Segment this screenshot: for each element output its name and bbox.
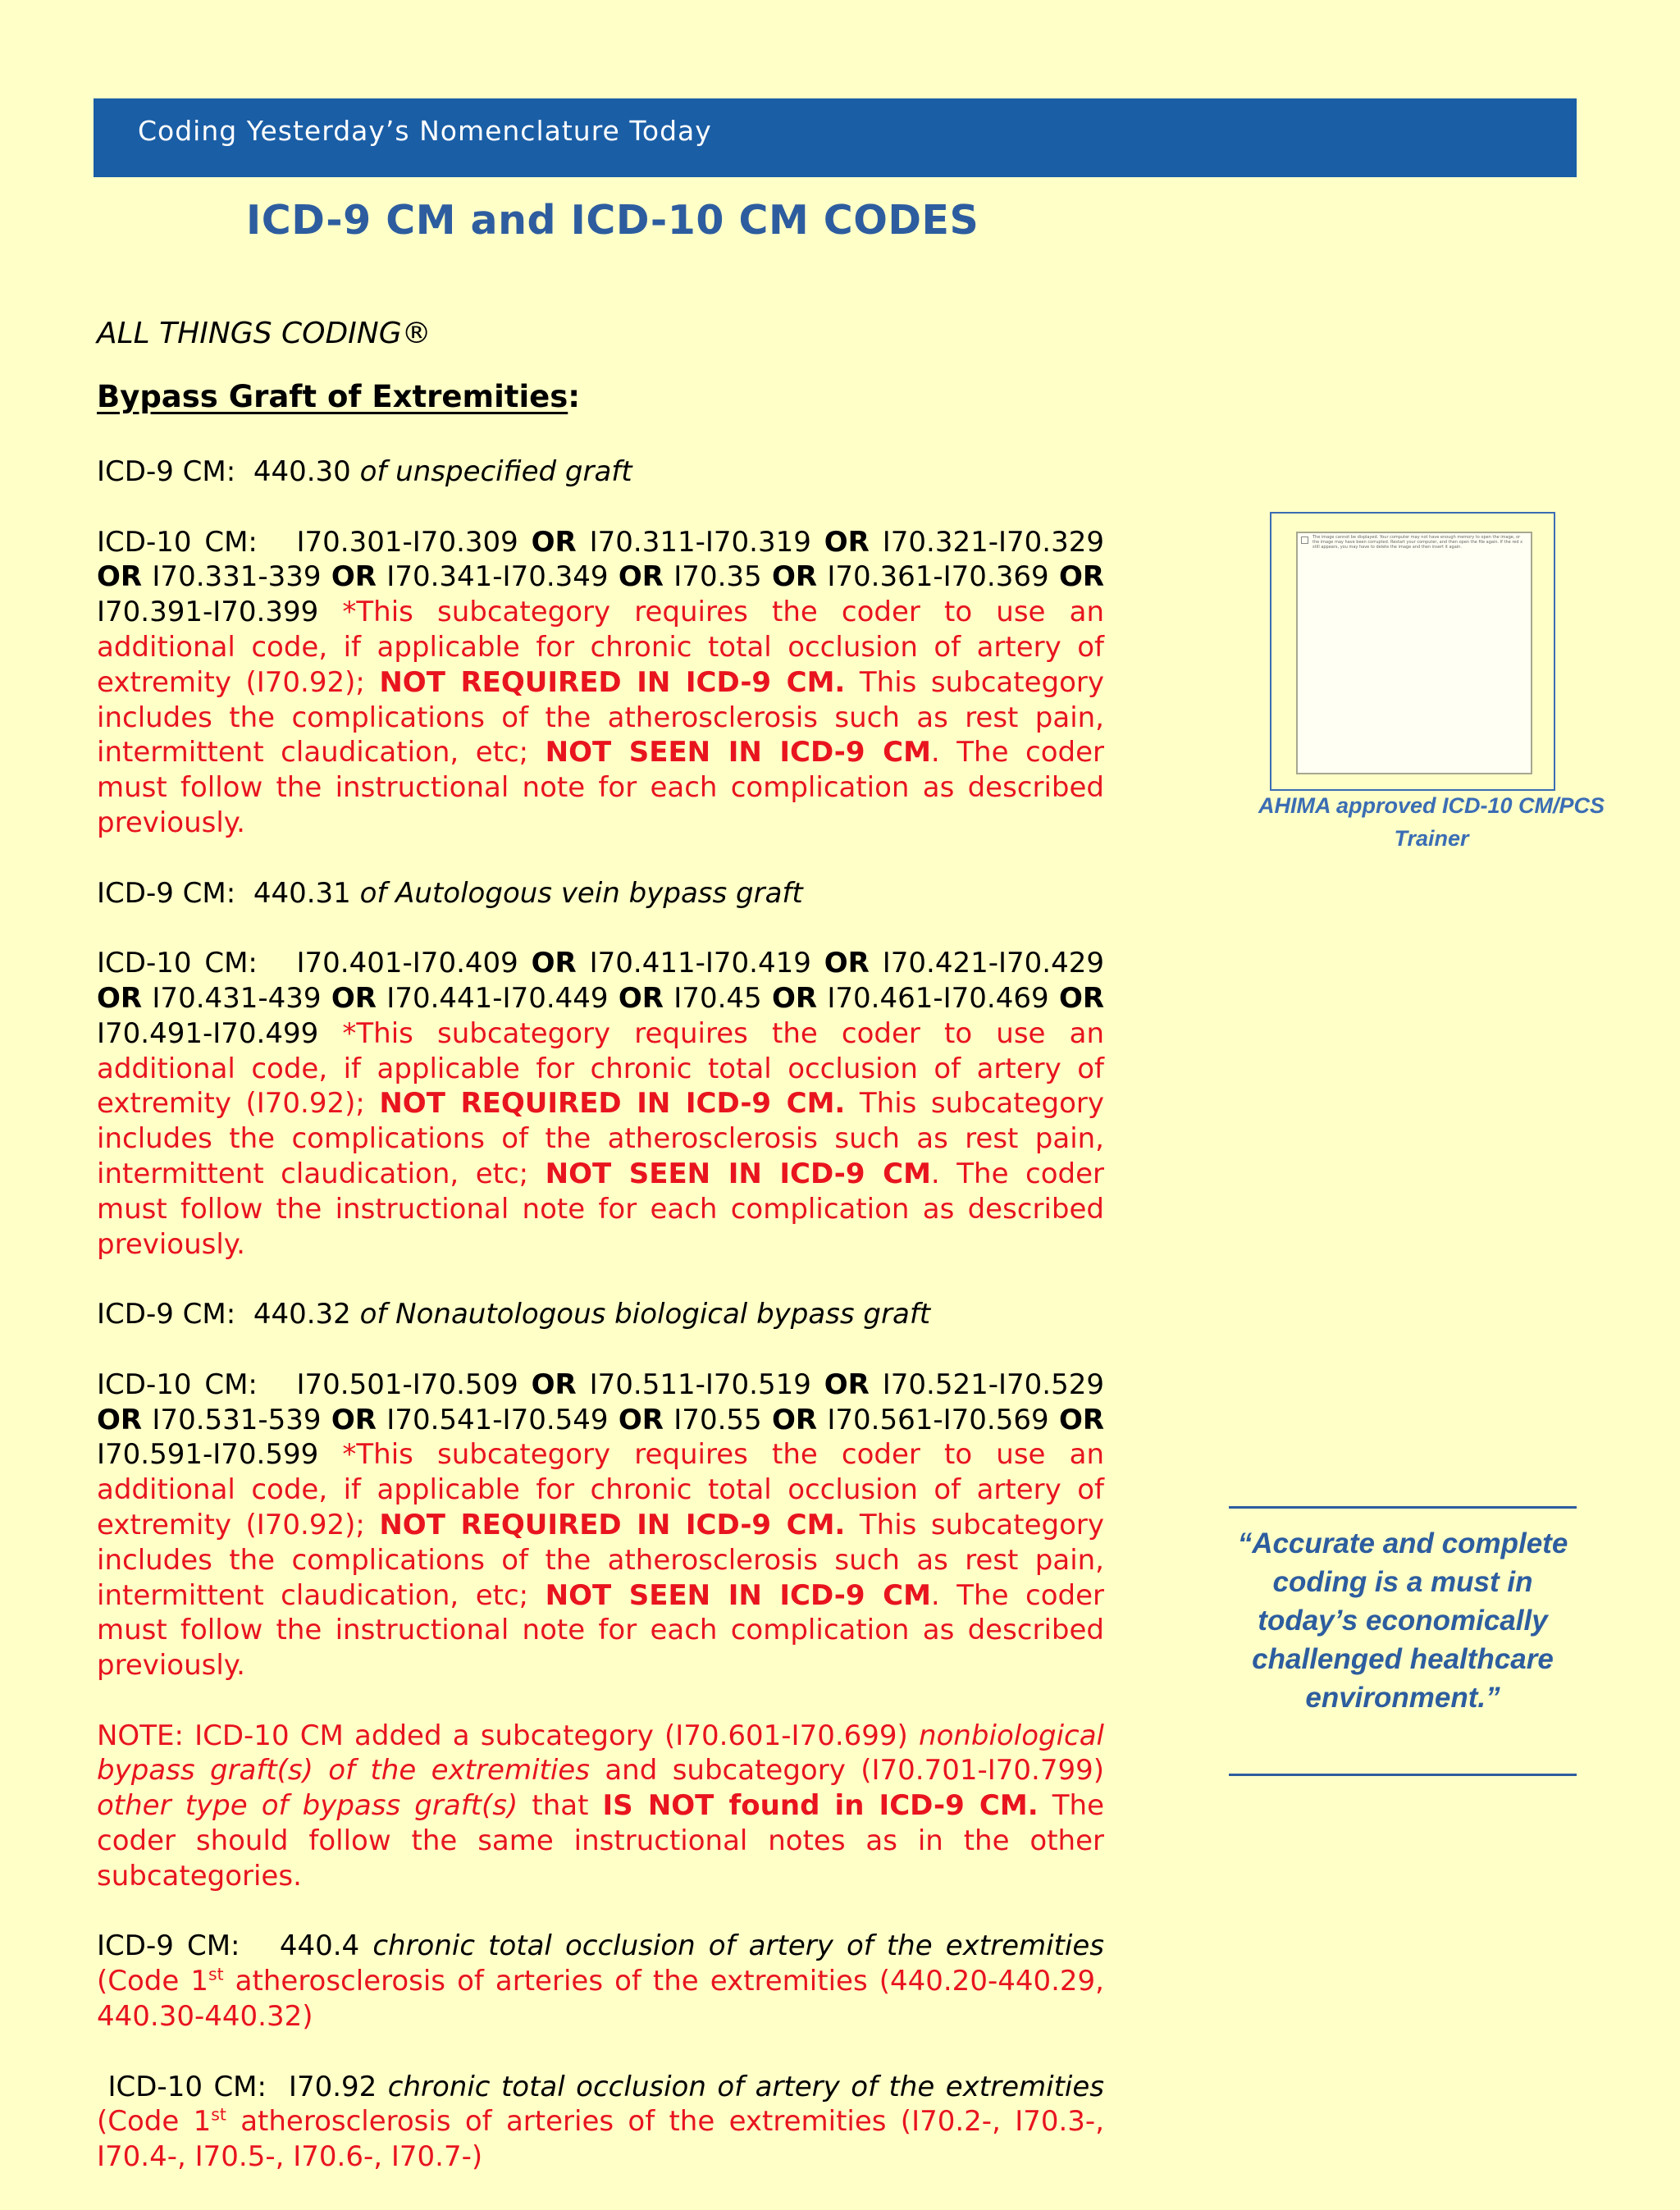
additional-code-note: *This subcategory requires the coder to use an additional code, if applicable for chronic total occlusion of artery of extremity (I70.92);	[97, 1016, 1104, 1121]
follow-note: . The coder must follow the instructional note for each complication as described previously.	[97, 1578, 1104, 1683]
occlusion-icd9-paragraph	[97, 1929, 1104, 2034]
icd10-code: I70.45	[673, 981, 762, 1015]
quote-top-rule	[1229, 1506, 1577, 1509]
code-first-detail: atherosclerosis of arteries of the extremities (440.20-440.29, 440.30-440.32)	[97, 1965, 1104, 2034]
or-label: OR	[824, 525, 870, 559]
icd10-code: I70.35	[673, 560, 762, 594]
icd9-label: ICD-9 CM:	[97, 1929, 240, 1963]
icd10-code: I70.311-I70.319	[589, 525, 811, 559]
icd9-description: of unspecified graft	[359, 455, 632, 488]
or-label: OR	[331, 560, 377, 594]
icd10-code: I70.55	[673, 1403, 762, 1436]
icd9-line	[97, 454, 1104, 490]
follow-note: . The coder must follow the instructional note for each complication as described previously.	[97, 1157, 1104, 1261]
not-required-note: NOT REQUIRED IN ICD-9 CM.	[379, 665, 846, 699]
note-prefix: NOTE: ICD-10 CM added a subcategory (I70.601-I70.699)	[97, 1719, 920, 1752]
icd10-paragraph	[97, 946, 1104, 1262]
icd9-line	[97, 1297, 1104, 1332]
icd10-code: I70.501-I70.509	[296, 1368, 518, 1401]
or-label: OR	[97, 1403, 143, 1436]
icd10-code: I70.391-I70.399	[97, 596, 319, 629]
note-that: that	[518, 1789, 603, 1823]
icd9-description: of Nonautologous biological bypass graft	[359, 1298, 931, 1331]
or-label: OR	[618, 1403, 664, 1436]
page-title: ICD-9 CM and ICD-10 CM CODES	[246, 197, 979, 244]
icd10-code: I70.511-I70.519	[589, 1368, 811, 1401]
occlusion-description: chronic total occlusion of artery of the extremities	[387, 2070, 1104, 2103]
not-required-note: NOT REQUIRED IN ICD-9 CM.	[379, 1087, 846, 1121]
ordinal-suffix: st	[211, 2105, 226, 2126]
icd10-label: ICD-10 CM:	[97, 1368, 258, 1401]
or-label: OR	[771, 981, 818, 1015]
note-italic-1: nonbiological bypass graft(s) of the extremities	[97, 1719, 1104, 1788]
or-label: OR	[97, 560, 143, 594]
broken-image-icon	[1301, 537, 1308, 544]
icd9-code: 440.31	[253, 876, 351, 910]
or-label: OR	[331, 1403, 377, 1436]
icd9-line	[97, 876, 1104, 911]
note-italic-2: other type of bypass graft(s)	[97, 1789, 518, 1823]
icd9-code: 440.30	[253, 455, 351, 488]
section-heading-colon: :	[568, 379, 581, 414]
icd10-code: I70.401-I70.409	[296, 947, 518, 980]
icd10-code: I70.411-I70.419	[589, 947, 811, 980]
additional-code-note: *This subcategory requires the coder to use an additional code, if applicable for chronic total occlusion of artery of extremity (I70.92);	[97, 1438, 1104, 1541]
icd10-label: ICD-10 CM:	[107, 2070, 267, 2103]
or-label: OR	[1058, 560, 1105, 594]
code-first-detail: atherosclerosis of arteries of the extremities (I70.2-, I70.3-, I70.4-, I70.5-, I70.6-, I70.7-)	[97, 2105, 1105, 2174]
includes-note: This subcategory includes the complications of the atherosclerosis such as rest pain, intermittent claudication, etc;	[97, 1087, 1104, 1190]
banner-text: Coding Yesterday’s Nomenclature Today	[138, 115, 712, 147]
icd10-code: I70.361-I70.369	[827, 560, 1049, 594]
not-required-note: NOT REQUIRED IN ICD-9 CM.	[379, 1508, 846, 1541]
not-seen-note: NOT SEEN IN ICD-9 CM	[545, 1578, 931, 1612]
includes-note: This subcategory includes the complications of the atherosclerosis such as rest pain, intermittent claudication, etc;	[97, 1508, 1104, 1612]
or-label: OR	[531, 947, 577, 980]
note-bold: IS NOT found in ICD-9 CM.	[602, 1789, 1039, 1823]
icd10-code: I70.461-I70.469	[827, 981, 1049, 1015]
note-suffix: The coder should follow the same instructional notes as in the other subcategories.	[97, 1789, 1104, 1893]
icd9-label: ICD-9 CM:	[97, 876, 236, 910]
brand-label: ALL THINGS CODING®	[97, 317, 431, 350]
icd10-code: I70.531-539	[152, 1403, 322, 1436]
occlusion-description: chronic total occlusion of artery of the extremities	[372, 1929, 1104, 1963]
broken-image-text: The image cannot be displayed. Your computer may not have enough memory to open the image, or the image may have been corrupted. Restart your computer, and then open the file again. If the red x still appears, you may have to delete the image and then insert it again.	[1312, 535, 1523, 550]
not-seen-note: NOT SEEN IN ICD-9 CM	[545, 1157, 931, 1190]
icd10-code: I70.491-I70.499	[97, 1016, 319, 1050]
not-seen-note: NOT SEEN IN ICD-9 CM	[545, 736, 931, 769]
icd10-label: ICD-10 CM:	[97, 525, 258, 559]
or-label: OR	[824, 1368, 870, 1401]
icd10-code: I70.541-I70.549	[386, 1403, 609, 1436]
occlusion-icd10-paragraph	[97, 2070, 1104, 2175]
icd10-code: I70.431-439	[152, 981, 322, 1015]
icd10-label: ICD-10 CM:	[97, 947, 258, 980]
icd10-code: I70.301-I70.309	[296, 525, 518, 559]
code-first-note: (Code 1	[97, 2105, 212, 2139]
section-heading	[97, 379, 580, 414]
icd10-code: I70.421-I70.429	[882, 947, 1104, 980]
quote-bottom-rule	[1229, 1774, 1577, 1776]
icd9-code: 440.32	[253, 1298, 351, 1331]
follow-note: . The coder must follow the instructional note for each complication as described previously.	[97, 736, 1104, 839]
icd10-code: I70.591-I70.599	[97, 1438, 319, 1472]
icd10-code: I70.561-I70.569	[827, 1403, 1049, 1436]
icd9-label: ICD-9 CM:	[97, 455, 236, 488]
icd10-code: I70.331-339	[152, 560, 322, 594]
icd10-code: I70.92	[288, 2070, 377, 2103]
or-label: OR	[331, 981, 377, 1015]
note-mid: and subcategory (I70.701-I70.799)	[589, 1754, 1105, 1788]
code-first-note: (Code 1	[97, 1965, 208, 1998]
includes-note: This subcategory includes the complications of the atherosclerosis such as rest pain, intermittent claudication, etc;	[97, 665, 1104, 769]
additional-code-note: *This subcategory requires the coder to use an additional code, if applicable for chronic total occlusion of artery of extremity (I70.92);	[97, 596, 1104, 699]
icd9-description: of Autologous vein bypass graft	[359, 876, 803, 910]
main-content	[97, 454, 1104, 2210]
icd10-paragraph	[97, 1368, 1104, 1683]
or-label: OR	[531, 525, 577, 559]
icd10-code: I70.321-I70.329	[882, 525, 1104, 559]
pull-quote: “Accurate and complete coding is a must in today’s economically challenged healthcare environment.”	[1237, 1527, 1568, 1714]
or-label: OR	[824, 947, 870, 980]
or-label: OR	[97, 981, 143, 1015]
or-label: OR	[1058, 981, 1105, 1015]
or-label: OR	[771, 1403, 818, 1436]
icd10-code: I70.341-I70.349	[386, 560, 609, 594]
or-label: OR	[771, 560, 818, 594]
section-heading-text: Bypass Graft of Extremities	[97, 379, 568, 414]
broken-image-placeholder	[1296, 532, 1532, 774]
subcategory-note	[97, 1719, 1104, 1894]
icd10-code: I70.441-I70.449	[386, 981, 609, 1015]
or-label: OR	[1058, 1403, 1105, 1436]
or-label: OR	[531, 1368, 577, 1401]
icd10-code: I70.521-I70.529	[882, 1368, 1104, 1401]
trainer-image-frame	[1270, 512, 1555, 791]
ordinal-suffix: st	[208, 1964, 224, 1984]
header-banner	[94, 98, 1577, 177]
icd9-label: ICD-9 CM:	[97, 1298, 236, 1331]
icd10-paragraph	[97, 525, 1104, 841]
or-label: OR	[618, 560, 664, 594]
icd9-code: 440.4	[279, 1929, 360, 1963]
or-label: OR	[618, 981, 664, 1015]
trainer-caption: AHIMA approved ICD-10 CM/PCS Trainer	[1258, 793, 1605, 851]
